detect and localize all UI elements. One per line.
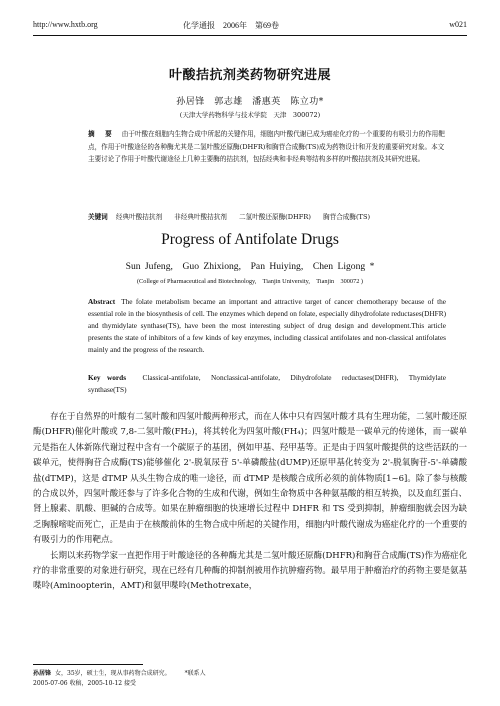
- footnote-bio: 女，35岁，硕士生，现从事药物合成研究。: [55, 670, 171, 677]
- keyword-chinese: 经典叶酸拮抗剂: [115, 213, 163, 221]
- journal-url[interactable]: http://www.hxtb.org: [33, 20, 98, 29]
- body-paragraph: 存在于自然界的叶酸有二氢叶酸和四氢叶酸两种形式，而在人体中只有四氢叶酸才具有生理功能，二氢叶酸还原酶(DHFR)催化叶酸或 7,8-二氢叶酸(FH₂)，将其转化为四氢叶酸(FH₄)；四氢叶酸是一碳单元的传递体，而一碳单元是指在人体新陈代谢过程中含有一个碳原子的基团，例如甲基、羟甲基等。正是由于四氢叶酸提供的这些活跃的一碳单元，使得胸苷合成酶(TS)能够催化 2'-脱氧尿苷 5'-单磷酸盐(dUMP)还原甲基化转变为 2'-脱氧胸苷-5'-单磷酸盐(dTMP)，这是 dTMP 从头生物合成的唯一途径，而 dTMP 是核酸合成所必须的前体物质[1~6]。除了参与核酸的合成以外，四氢叶酸还参与了许多化合物的生成和代谢，例如生命物质中各种氨基酸的相互转换，以及血红蛋白、肾上腺素、肌酸、胆碱的合成等。如果在肿瘤细胞的快速增长过程中 DHFR 和 TS 受到抑制，肿瘤细胞就会因为缺乏胸腺嘧啶而死亡，正是由于在核酸前体的生物合成中所起的关键作用，细胞内叶酸代谢成为癌症化疗的一个重要的有吸引力的作用靶点。: [33, 412, 467, 546]
- abstract-english-label: Abstract: [88, 297, 116, 306]
- body-text: [33, 410, 467, 595]
- footnote-rule: [33, 664, 143, 665]
- author-note: [33, 669, 463, 679]
- abstract-chinese: [88, 128, 446, 166]
- journal-issue: 化学通报 2006年 第69卷: [183, 21, 279, 30]
- keyword-chinese: 胸苷合成酶(TS): [323, 213, 371, 221]
- keyword-english: Thymidylate synthase(TS): [88, 373, 447, 394]
- abstract-chinese-label: 摘 要: [88, 130, 114, 138]
- abstract-english: [88, 296, 446, 356]
- keyword-english: Classical-antifolate,: [142, 373, 201, 382]
- header-rule: [33, 35, 467, 36]
- page-code: w021: [449, 20, 467, 29]
- received-dates: 2005-07-06 收稿，2005-10-12 接受: [33, 680, 137, 687]
- keyword-english: Dihydrofolate reductases(DHFR),: [290, 373, 399, 382]
- keyword-chinese: 非经典叶酸拮抗剂: [174, 213, 227, 221]
- footnote: [33, 669, 463, 689]
- abstract-chinese-text: 由于叶酸在细胞内生物合成中所起的关键作用，细胞内叶酸代谢已成为癌症化疗的一个重要的有吸引力的作用靶点，作用于叶酸途径的各种酶尤其是二氢叶酸还原酶(DHFR)和胸苷合成酶(TS)成为药物设计和开发的重要研究对象。本文主要讨论了作用于叶酸代谢途径上几种主要酶的拮抗剂，包括经典和非经典等结构多样的叶酸拮抗剂及其研究进展。: [88, 130, 445, 164]
- keywords-english: [88, 372, 446, 396]
- title-english: Progress of Antifolate Drugs: [161, 231, 339, 248]
- affiliation-english: (College of Pharmaceutical and Biotechnology, Tianjin University, Tianjin 300072 ): [136, 278, 364, 285]
- footnote-author: 孙居锋: [33, 670, 52, 677]
- abstract-english-text: The folate metabolism became an important and attractive target of cancer chemotherapy because of the essential role in the biosynthesis of cell. The enzymes which depend on folate, especially dihydrofolate reductases(DHFR) and thymidylate synthase(TS), have been the most interesting subject of drug design and development.This article presents the state of inhibitors of a few kinds of key enzymes, including classical antifolates and non-classical antifolates mainly and the progress of the research.: [88, 297, 446, 354]
- affiliation-chinese: (天津大学药物科学与技术学院 天津 300072): [179, 111, 321, 119]
- authors-english: Sun Jufeng, Guo Zhixiong, Pan Huiying, Chen Ligong *: [125, 261, 375, 272]
- body-paragraph: 长期以来药物学家一直把作用于叶酸途径的各种酶尤其是二氢叶酸还原酶(DHFR)和胸苷合成酶(TS)作为癌症化疗的非常重要的对象进行研究，现在已经有几种酶的抑制剂被用作抗肿瘤药物。最早用于肿瘤治疗的药物主要是氨基喋呤(Aminoopterin，AMT)和氨甲喋呤(Methotrexate，: [33, 550, 467, 592]
- keyword-english: Nonclassical-antifolate,: [211, 373, 281, 382]
- authors-chinese: 孙居锋 郭志雄 潘惠英 陈立功*: [176, 97, 324, 107]
- footnote-contact: *联系人: [184, 670, 206, 677]
- keywords-chinese-label: 关键词: [88, 213, 108, 221]
- keyword-chinese: 二氢叶酸还原酶(DHFR): [239, 213, 311, 221]
- keywords-english-label: Key words: [88, 373, 127, 382]
- running-header: [33, 18, 467, 32]
- title-chinese: 叶酸拮抗剂类药物研究进展: [168, 68, 331, 83]
- keywords-chinese: [88, 211, 446, 221]
